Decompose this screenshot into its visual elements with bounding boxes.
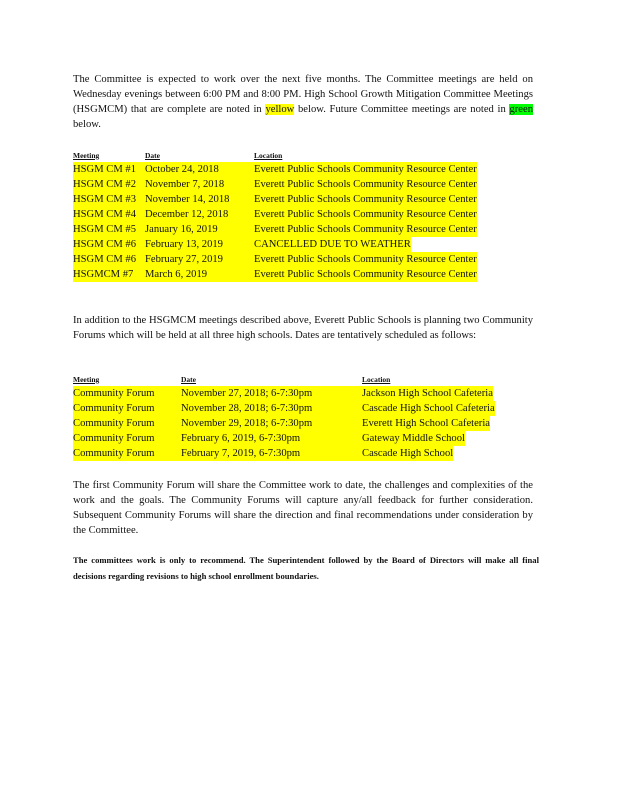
cell-meeting-text: HSGM CM #1 — [73, 164, 136, 175]
disclaimer-paragraph: The committees work is only to recommend. The Superintendent followed by the Board of Directors will make all final decisions regarding revisions to high school enrollment boundaries. — [73, 555, 539, 581]
cell-date-text: November 28, 2018; 6-7:30pm — [181, 403, 313, 414]
green-highlight-word: green — [509, 104, 534, 115]
cell-date — [181, 446, 362, 461]
cell-date-text: December 12, 2018 — [145, 209, 229, 220]
cell-date — [181, 386, 362, 401]
cell-date-text: February 27, 2019 — [145, 254, 223, 265]
table-row — [73, 162, 509, 177]
cell-location-text: Jackson High School Cafeteria — [362, 388, 493, 399]
header-location: Location — [362, 375, 391, 384]
cell-meeting-text: HSGM CM #2 — [73, 179, 136, 190]
cell-meeting-text: Community Forum — [73, 418, 155, 429]
header-date: Date — [145, 151, 160, 160]
cell-date-text: March 6, 2019 — [145, 269, 208, 280]
cell-meeting — [73, 162, 145, 177]
cell-location — [362, 401, 514, 416]
cell-location — [362, 431, 514, 446]
cell-meeting — [73, 237, 145, 252]
cell-meeting-text: HSGM CM #4 — [73, 209, 136, 220]
cell-date — [181, 401, 362, 416]
cell-meeting-text: Community Forum — [73, 433, 155, 444]
table-row — [73, 252, 509, 267]
table-row — [73, 192, 509, 207]
cell-meeting-text: Community Forum — [73, 403, 155, 414]
cell-date-text: February 13, 2019 — [145, 239, 223, 250]
cell-date — [145, 192, 254, 207]
cell-date-text: February 6, 2019, 6-7:30pm — [181, 433, 301, 444]
yellow-highlight-word: yellow — [265, 104, 295, 115]
cell-date-text: November 14, 2018 — [145, 194, 230, 205]
cell-date-text: January 16, 2019 — [145, 224, 218, 235]
table-row — [73, 222, 509, 237]
cell-location — [254, 252, 509, 267]
cell-meeting — [73, 401, 181, 416]
cell-meeting-text: HSGM CM #6 — [73, 239, 136, 250]
cell-meeting — [73, 177, 145, 192]
cell-location — [254, 162, 509, 177]
cell-location — [362, 416, 514, 431]
intro-text-3: below. — [73, 119, 101, 130]
cell-meeting-text: HSGM CM #6 — [73, 254, 136, 265]
cell-location-text: Everett Public Schools Community Resource Center — [254, 164, 477, 175]
cell-location — [362, 446, 514, 461]
cell-date-text: November 27, 2018; 6-7:30pm — [181, 388, 313, 399]
header-meeting: Meeting — [73, 375, 100, 384]
table-row — [73, 446, 514, 461]
cell-location-text: CANCELLED DUE TO WEATHER — [254, 239, 411, 250]
cell-date-text: November 7, 2018 — [145, 179, 225, 190]
cell-meeting — [73, 207, 145, 222]
cell-location — [254, 177, 509, 192]
table-header-row — [73, 374, 514, 386]
cell-date — [145, 162, 254, 177]
cell-meeting-text: Community Forum — [73, 388, 155, 399]
cell-location — [362, 386, 514, 401]
intro-text-2: below. Future Committee meetings are noted in — [294, 104, 510, 115]
table-row — [73, 267, 509, 282]
cell-location — [254, 222, 509, 237]
cell-location-text: Everett Public Schools Community Resource Center — [254, 179, 477, 190]
header-date: Date — [181, 375, 196, 384]
community-forums-table — [73, 374, 514, 461]
cell-date-text: November 29, 2018; 6-7:30pm — [181, 418, 313, 429]
cell-location-text: Everett Public Schools Community Resource Center — [254, 224, 477, 235]
cell-location-text: Cascade High School Cafeteria — [362, 403, 495, 414]
cell-location-text: Cascade High School — [362, 448, 454, 459]
intro-text-1: The Committee is expected to work over the next five months. The Committee meetings are held on Wednesday evenings between 6:00 PM and 8:00 PM. High School Growth Mitigation Committee Meetings (HSGMCM) that are complete are noted in — [73, 74, 533, 115]
intro-paragraph — [73, 72, 533, 132]
cell-date — [181, 416, 362, 431]
table-row — [73, 431, 514, 446]
cell-meeting — [73, 222, 145, 237]
cell-date-text: October 24, 2018 — [145, 164, 219, 175]
cell-location-text: Gateway Middle School — [362, 433, 465, 444]
cell-location-text: Everett Public Schools Community Resource Center — [254, 254, 477, 265]
cell-meeting-text: HSGM CM #3 — [73, 194, 136, 205]
cell-meeting — [73, 431, 181, 446]
cell-date — [145, 237, 254, 252]
table-row — [73, 237, 509, 252]
cell-meeting-text: HSGM CM #5 — [73, 224, 136, 235]
cell-location-text: Everett High School Cafeteria — [362, 418, 490, 429]
table-row — [73, 416, 514, 431]
cell-meeting — [73, 386, 181, 401]
cell-location-text: Everett Public Schools Community Resource Center — [254, 194, 477, 205]
cell-location-text: Everett Public Schools Community Resource Center — [254, 209, 477, 220]
cell-meeting-text: HSGMCM #7 — [73, 269, 134, 280]
table-header-row — [73, 150, 509, 162]
forums-intro-paragraph: In addition to the HSGMCM meetings described above, Everett Public Schools is planning two Community Forums which will be held at all three high schools. Dates are tentatively scheduled as follows: — [73, 315, 533, 341]
cell-date — [181, 431, 362, 446]
cell-location — [254, 192, 509, 207]
cell-meeting — [73, 416, 181, 431]
cell-meeting — [73, 446, 181, 461]
cell-meeting — [73, 252, 145, 267]
cell-date — [145, 177, 254, 192]
cell-date — [145, 252, 254, 267]
committee-meetings-table — [73, 150, 509, 282]
table-row — [73, 386, 514, 401]
cell-meeting — [73, 267, 145, 282]
cell-date — [145, 267, 254, 282]
table-row — [73, 401, 514, 416]
table-row — [73, 207, 509, 222]
cell-location-text: Everett Public Schools Community Resource Center — [254, 269, 477, 280]
cell-meeting-text: Community Forum — [73, 448, 155, 459]
forum-description-paragraph: The first Community Forum will share the Committee work to date, the challenges and complexities of the work and the goals. The Community Forums will capture any/all feedback for further consideration. Subsequent Community Forums will share the direction and final recommendations under consideration by the Committee. — [73, 480, 533, 536]
cell-date-text: February 7, 2019, 6-7:30pm — [181, 448, 301, 459]
cell-meeting — [73, 192, 145, 207]
header-location: Location — [254, 151, 283, 160]
cell-date — [145, 222, 254, 237]
cell-date — [145, 207, 254, 222]
header-meeting: Meeting — [73, 151, 100, 160]
cell-location — [254, 267, 509, 282]
cell-location — [254, 237, 509, 252]
table-row — [73, 177, 509, 192]
cell-location — [254, 207, 509, 222]
